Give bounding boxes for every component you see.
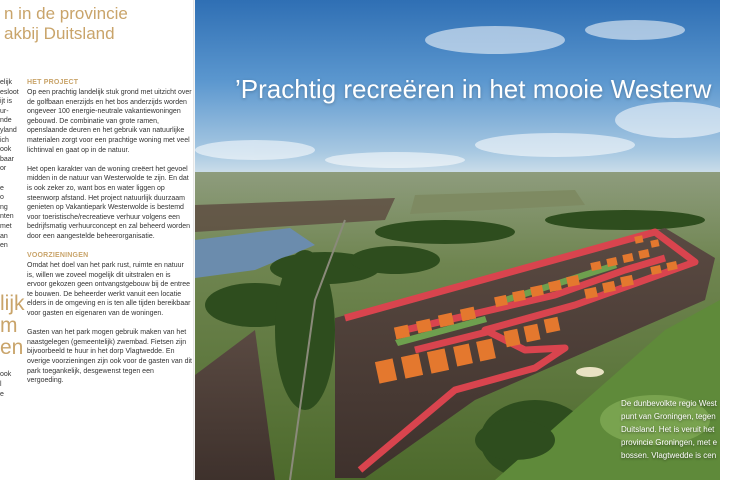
aerial-photo bbox=[195, 0, 720, 480]
column-fragment: e bbox=[0, 391, 4, 398]
page-heading-line-2: akbij Duitsland bbox=[4, 24, 115, 43]
column-fragment: ich bbox=[0, 136, 9, 144]
column-big-fragment: lijk bbox=[0, 292, 25, 315]
column-fragment: ijt is bbox=[0, 98, 13, 106]
column-fragment: elijk bbox=[0, 79, 13, 86]
project-paragraph-2: Het open karakter van de woning creëert het gevoel midden in de natuur van Westerwolde te zijn. En dat is ook zeker zo, want bos en water liggen op steenworp afstand. Het project natuurlijk duurzaam genieten op Vakantiepark Westerwolde is bestemd voor toeristische/recreatieve verhuur volgens een bedrijfsmatig verhuurconcept en zal beheerd worden door een aangestelde beheerorganisatie. bbox=[27, 165, 191, 240]
column-fragment: met bbox=[0, 222, 12, 230]
project-paragraph-1: Op een prachtig landelijk stuk grond met uitzicht over de golfbaan enerzijds en het bos anderzijds worden ongeveer 100 energie-neutrale vakantiewoningen gebouwd. De combinatie van grote ramen, openslaande deuren en het gebruik van natuurlijke materialen zorgt voor een prachtige woning met veel lichtinval en gaat op in de natuur. bbox=[27, 89, 192, 154]
column-fragment: ook bbox=[0, 146, 12, 154]
caption-line: bossen. Vlagtwedde is cen bbox=[621, 451, 717, 460]
facilities-paragraph-1: Omdat het doel van het park rust, ruimte en natuur is, willen we zoveel mogelijk dit uitstralen en is ervoor gekozen geen ontvangstgebouw bij de entree te bouwen. De beheerder werkt vanuit een locatie elders in de omgeving en is ten alle tijden bereikbaar voor gasten en eigenaren van de woningen. bbox=[27, 262, 191, 318]
text-page bbox=[0, 0, 195, 480]
column-fragment: an bbox=[0, 232, 8, 240]
column-fragment: ook bbox=[0, 371, 12, 378]
cropped-column bbox=[0, 78, 25, 480]
photo-caption bbox=[621, 397, 741, 462]
column-fragment: l bbox=[0, 381, 2, 388]
caption-line: Duitsland. Het is veruit het bbox=[621, 425, 715, 434]
column-fragment: or bbox=[0, 165, 7, 173]
photo-quote: ’Prachtig recreëren in het mooie Westerw bbox=[235, 74, 712, 104]
column-fragment: e bbox=[0, 184, 4, 192]
column-fragment: ur- bbox=[0, 107, 9, 115]
column-fragment: ng bbox=[0, 203, 8, 211]
column-fragment: baar bbox=[0, 155, 15, 163]
caption-line: punt van Groningen, tegen bbox=[621, 412, 716, 421]
section-title-facilities: VOORZIENINGEN bbox=[27, 252, 89, 260]
caption-line: De dunbevolkte regio West bbox=[621, 399, 717, 408]
column-fragment: o bbox=[0, 194, 4, 202]
section-title-project: HET PROJECT bbox=[27, 79, 79, 86]
caption-line: provincie Groningen, met e bbox=[621, 438, 718, 447]
facilities-paragraph-2: Gasten van het park mogen gebruik maken van het naastgelegen (gemeentelijk) zwembad. Fietsen zijn bijvoorbeeld te huur in het dorp Vlagtwedde. En overige voorzieningen zijn ook voor de gasten van dit park toegankelijk, desgewenst tegen een vergoeding. bbox=[27, 329, 192, 385]
column-fragment: yland bbox=[0, 126, 17, 134]
column-big-fragment: m bbox=[0, 314, 18, 337]
article-column bbox=[27, 78, 192, 395]
column-fragment: nde bbox=[0, 117, 12, 125]
page-heading-line-1: n in de provincie bbox=[4, 4, 128, 23]
column-fragment: esloot bbox=[0, 88, 19, 96]
column-fragment: en bbox=[0, 242, 8, 250]
column-big-fragment: en bbox=[0, 336, 24, 359]
column-fragment: nten bbox=[0, 213, 14, 221]
